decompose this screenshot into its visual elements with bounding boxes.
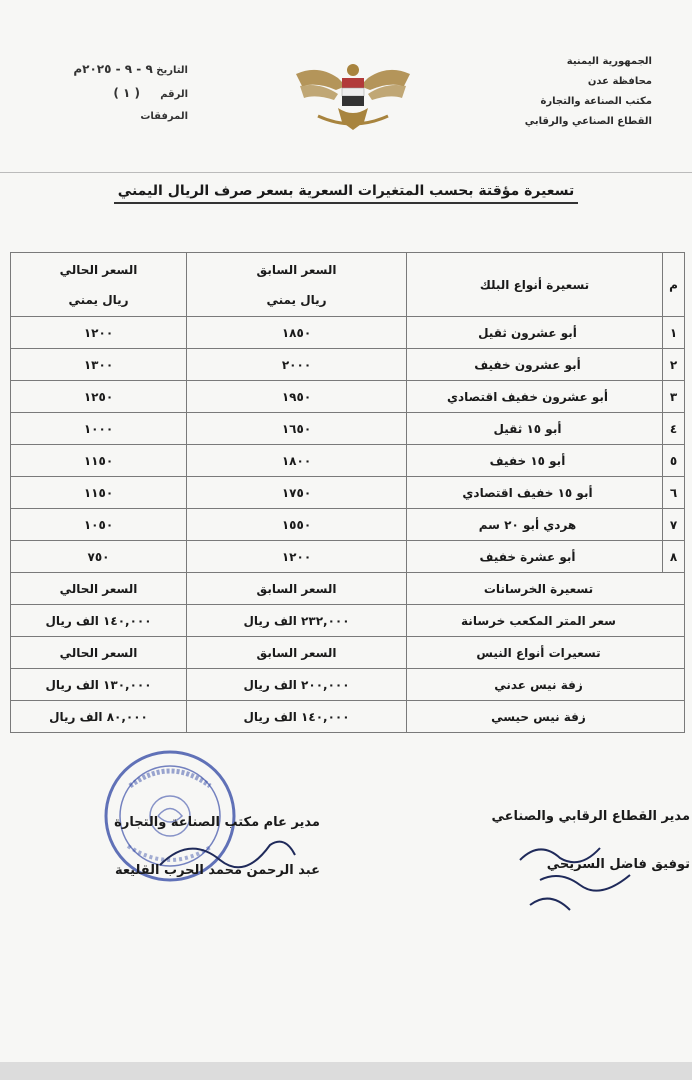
row-number: ١	[663, 317, 685, 349]
table-row	[11, 605, 685, 637]
col-cur-header: السعر الحالي ريال يمني	[11, 253, 187, 317]
row-number: ٢	[663, 349, 685, 381]
row-cur-price: ١٠٥٠	[11, 509, 187, 541]
row-number: ٦	[663, 477, 685, 509]
concrete-prev-price: ٢٣٢,٠٠٠ الف ريال	[187, 605, 407, 637]
handwritten-signature-icon	[150, 825, 300, 885]
table-row	[11, 477, 685, 509]
row-prev-price: ١٧٥٠	[187, 477, 407, 509]
row-cur-price: ١١٥٠	[11, 445, 187, 477]
table-row	[11, 669, 685, 701]
sand-prev-price: ١٤٠,٠٠٠ الف ريال	[187, 701, 407, 733]
col-type-header: تسعيرة أنواع البلك	[407, 253, 663, 317]
ref-value: ( ١ )	[113, 86, 141, 100]
ref-label: الرقم	[160, 89, 188, 100]
row-type: أبو ١٥ خفيف اقتصادي	[407, 477, 663, 509]
row-cur-price: ١٠٠٠	[11, 413, 187, 445]
table-row	[11, 509, 685, 541]
table-row	[11, 317, 685, 349]
sand-cur-price: ٨٠,٠٠٠ الف ريال	[11, 701, 187, 733]
row-type: هردي أبو ٢٠ سم	[407, 509, 663, 541]
row-number: ٧	[663, 509, 685, 541]
row-prev-price: ١٢٠٠	[187, 541, 407, 573]
date-value: ٩ - ٩ - ٢٠٢٥م	[73, 62, 153, 76]
signatory-name: عبد الرحمن محمد الحرب القليعة	[114, 863, 320, 878]
row-cur-price: ١١٥٠	[11, 477, 187, 509]
table-row	[11, 381, 685, 413]
row-number: ٤	[663, 413, 685, 445]
row-number: ٨	[663, 541, 685, 573]
sand-cur-label: السعر الحالي	[11, 637, 187, 669]
row-cur-price: ٧٥٠	[11, 541, 187, 573]
row-cur-price: ١٢٠٠	[11, 317, 187, 349]
authority-line: مكتب الصناعة والتجارة	[540, 96, 652, 107]
sand-cur-price: ١٣٠,٠٠٠ الف ريال	[11, 669, 187, 701]
sand-item: زفة نيس حيسي	[407, 701, 685, 733]
row-type: أبو ١٥ خفيف	[407, 445, 663, 477]
table-row	[11, 413, 685, 445]
row-type: أبو عشرون ثقيل	[407, 317, 663, 349]
table-row	[11, 349, 685, 381]
concrete-title: تسعيرة الخرسانات	[407, 573, 685, 605]
authority-line: محافظة عدن	[587, 76, 652, 87]
col-prev-header: السعر السابق ريال يمني	[187, 253, 407, 317]
row-prev-price: ١٦٥٠	[187, 413, 407, 445]
authority-line: الجمهورية اليمنية	[566, 56, 652, 67]
attachments-label: المرفقات	[140, 111, 188, 122]
row-number: ٣	[663, 381, 685, 413]
sand-title: تسعيرات أنواع النيس	[407, 637, 685, 669]
yemen-eagle-emblem-icon	[288, 56, 418, 136]
sand-prev-label: السعر السابق	[187, 637, 407, 669]
authority-line: القطاع الصناعي والرقابي	[524, 116, 652, 127]
row-cur-price: ١٣٠٠	[11, 349, 187, 381]
price-table	[10, 252, 685, 733]
table-row	[11, 445, 685, 477]
sand-item: زفة نيس عدني	[407, 669, 685, 701]
signatory-name: توفيق فاضل السريحي	[546, 857, 690, 872]
reference-block	[38, 58, 188, 128]
row-cur-price: ١٢٥٠	[11, 381, 187, 413]
table-row	[11, 541, 685, 573]
row-prev-price: ١٥٥٠	[187, 509, 407, 541]
authority-block	[482, 52, 652, 132]
concrete-item: سعر المتر المكعب خرسانة	[407, 605, 685, 637]
scan-footer-strip	[0, 1062, 692, 1080]
header-divider	[0, 172, 692, 173]
signatory-title: مدير عام مكتب الصناعة والتجارة	[114, 815, 320, 830]
sand-prev-price: ٢٠٠,٠٠٠ الف ريال	[187, 669, 407, 701]
row-number: ٥	[663, 445, 685, 477]
row-prev-price: ١٨٥٠	[187, 317, 407, 349]
row-prev-price: ٢٠٠٠	[187, 349, 407, 381]
row-type: أبو عشرون خفيف اقتصادي	[407, 381, 663, 413]
col-num-header: م	[663, 253, 685, 317]
date-label: التاريخ	[156, 65, 188, 76]
document-title: تسعيرة مؤقتة بحسب المتغيرات السعرية بسعر صرف الريال اليمني	[0, 183, 692, 199]
row-type: أبو ١٥ ثقيل	[407, 413, 663, 445]
concrete-cur-price: ١٤٠,٠٠٠ الف ريال	[11, 605, 187, 637]
row-type: أبو عشرة خفيف	[407, 541, 663, 573]
row-prev-price: ١٩٥٠	[187, 381, 407, 413]
table-row	[11, 701, 685, 733]
signatory-title: مدير القطاع الرقابي والصناعي	[491, 809, 690, 824]
concrete-prev-label: السعر السابق	[187, 573, 407, 605]
sand-section-header	[11, 637, 685, 669]
table-header-row	[11, 253, 685, 317]
handwritten-signature-icon	[500, 830, 690, 920]
concrete-cur-label: السعر الحالي	[11, 573, 187, 605]
concrete-section-header	[11, 573, 685, 605]
row-prev-price: ١٨٠٠	[187, 445, 407, 477]
row-type: أبو عشرون خفيف	[407, 349, 663, 381]
